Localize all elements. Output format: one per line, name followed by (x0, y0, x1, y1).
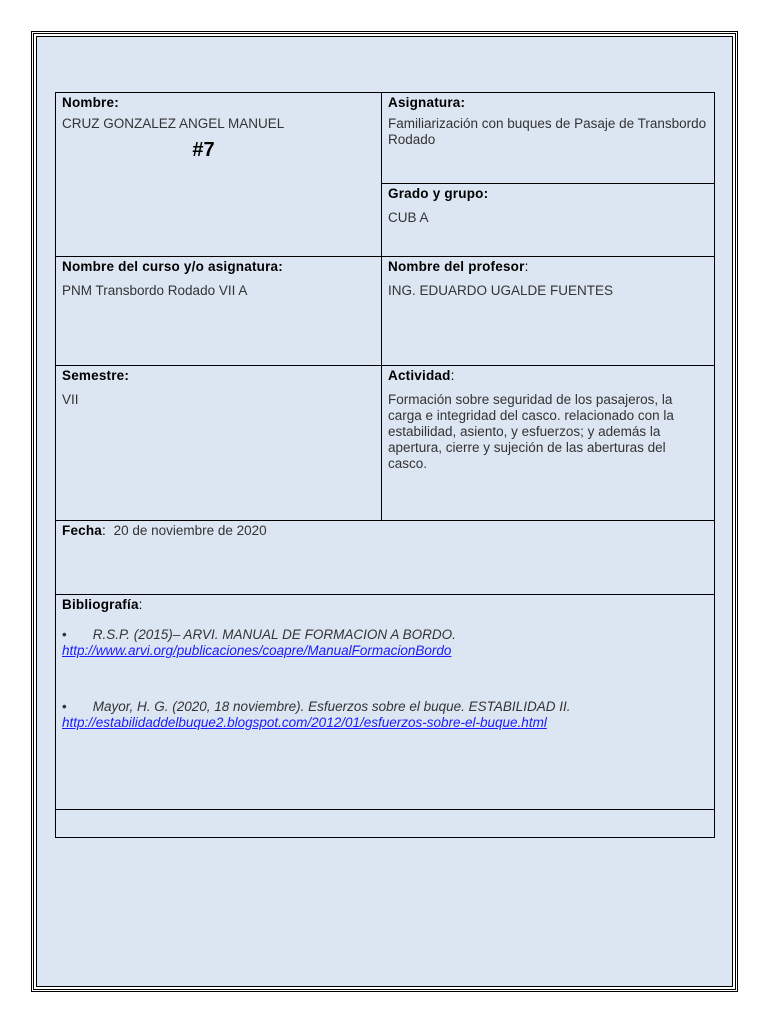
course-label: Nombre del curso y/o asignatura: (62, 259, 283, 274)
date-label: Fecha (62, 523, 103, 538)
grade-group-label: Grado y grupo: (388, 186, 489, 201)
bibliography-link[interactable]: http://estabilidaddelbuque2.blogspot.com/2012/01/esfuerzos-sobre-el-buque.html (62, 715, 547, 730)
subject-cell (382, 93, 715, 184)
bibliography-citation: R.S.P. (2015)– ARVI. MANUAL DE FORMACION A BORDO. (92, 627, 456, 642)
bibliography-citation: Mayor, H. G. (2020, 18 noviembre). Esfuerzos sobre el buque. ESTABILIDAD II. (92, 699, 571, 714)
student-name-value: CRUZ GONZALEZ ANGEL MANUEL (62, 116, 285, 131)
course-cell (56, 257, 382, 366)
bibliography-label: Bibliografía (62, 597, 139, 612)
teacher-label-colon: : (524, 259, 529, 274)
semester-cell (56, 366, 382, 521)
teacher-cell (382, 257, 715, 366)
semester-value: VII (62, 392, 79, 407)
activity-label-colon: : (450, 368, 455, 383)
bullet-icon: • (62, 627, 67, 642)
student-number: #7 (192, 139, 215, 161)
grade-group-value: CUB A (388, 210, 429, 225)
student-name-label: Nombre: (62, 95, 119, 110)
bibliography-entry (62, 699, 708, 731)
empty-footer-cell (56, 810, 715, 838)
subject-label: Asignatura: (388, 95, 466, 110)
date-cell (56, 521, 715, 595)
semester-label: Semestre: (62, 368, 130, 383)
date-label-colon: : (102, 523, 106, 538)
bibliography-label-colon: : (138, 597, 143, 612)
bibliography-cell (56, 595, 715, 810)
course-value: PNM Transbordo Rodado VII A (62, 283, 248, 298)
teacher-label: Nombre del profesor (388, 259, 525, 274)
bibliography-entry (62, 627, 708, 659)
activity-value: Formación sobre seguridad de los pasajeros, la carga e integridad del casco. relacionado con la estabilidad, asiento, y esfuerzos; y además la apertura, cierre y sujeción de las aberturas del casco. (388, 392, 674, 471)
student-name-cell (56, 93, 382, 257)
cover-form-table (55, 92, 715, 838)
date-value: 20 de noviembre de 2020 (113, 523, 267, 538)
grade-group-cell (382, 184, 715, 257)
activity-cell (382, 366, 715, 521)
bibliography-link[interactable]: http://www.arvi.org/publicaciones/coapre/ManualFormacionBordo (62, 643, 452, 658)
subject-value: Familiarización con buques de Pasaje de Transbordo Rodado (388, 116, 707, 147)
activity-label: Actividad (388, 368, 451, 383)
bullet-icon: • (62, 699, 67, 714)
teacher-value: ING. EDUARDO UGALDE FUENTES (388, 283, 614, 298)
